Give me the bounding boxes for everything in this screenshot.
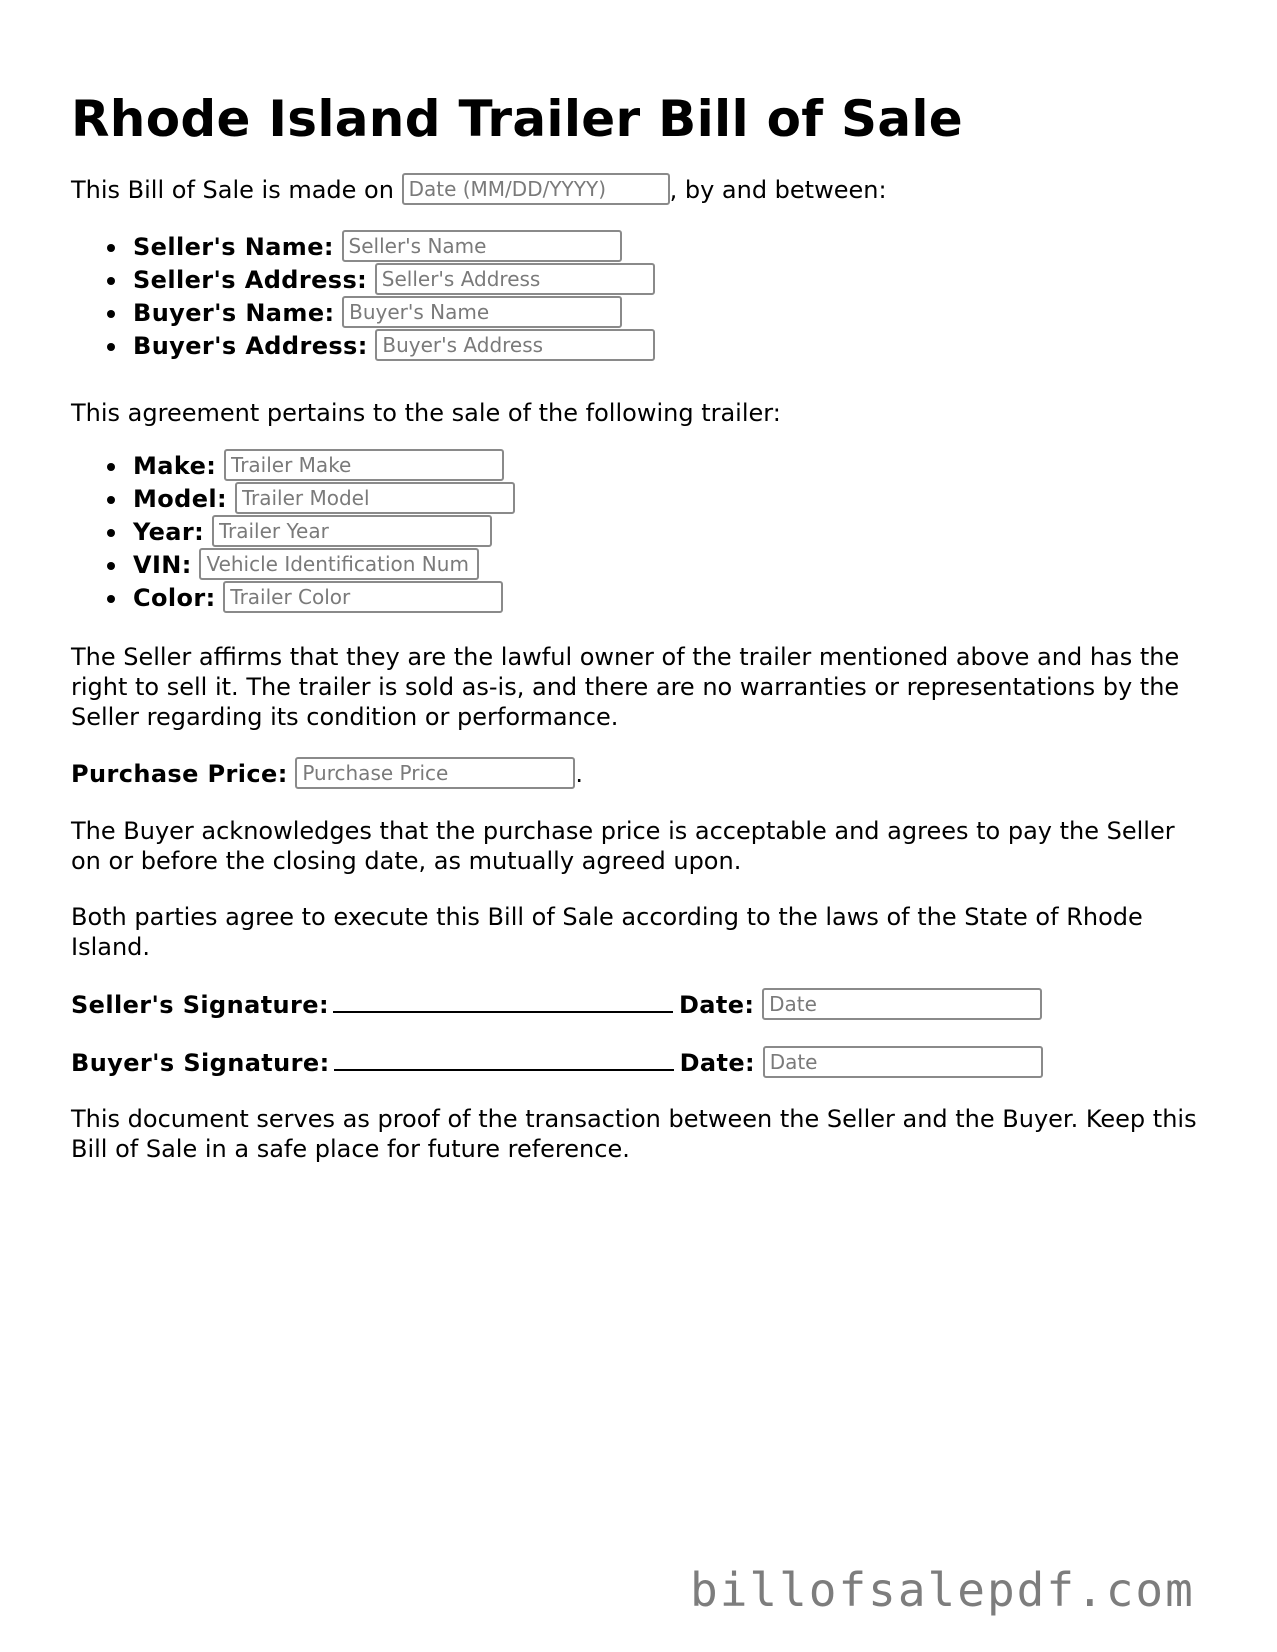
laws-paragraph: Both parties agree to execute this Bill of Sale according to the laws of the State of Rhode Island. <box>71 903 1143 961</box>
buyer-signature-label: Buyer's Signature: <box>71 1049 330 1077</box>
purchase-price-line <box>71 759 583 789</box>
intro-line <box>71 175 887 205</box>
seller-date-label: Date: <box>678 991 755 1019</box>
buyer-date-label: Date: <box>679 1049 756 1077</box>
buyer-signature-field[interactable] <box>334 1047 674 1071</box>
list-item <box>71 451 515 484</box>
affirmation-paragraph: The Seller affirms that they are the lawful owner of the trailer mentioned above and has the right to sell it. The trailer is sold as-is, and there are no warranties or representations by the Seller regarding its condition or performance. <box>71 643 1180 731</box>
purchase-price-label: Purchase Price: <box>71 760 288 788</box>
closing-paragraph: This document serves as proof of the transaction between the Seller and the Buyer. Keep this Bill of Sale in a safe place for future reference. <box>71 1105 1197 1163</box>
trailer-list <box>71 451 515 616</box>
list-item <box>71 583 515 616</box>
parties-list <box>71 232 655 364</box>
list-item <box>71 298 655 331</box>
trailer-intro: This agreement pertains to the sale of the following trailer: <box>71 399 781 427</box>
buyer-name-input[interactable] <box>342 296 622 328</box>
buyer-address-label: Buyer's Address: <box>133 332 368 360</box>
sale-date-input[interactable] <box>402 173 670 205</box>
acknowledgement-paragraph: The Buyer acknowledges that the purchase price is acceptable and agrees to pay the Seller on or before the closing date, as mutually agreed upon. <box>71 817 1175 875</box>
buyer-date-input[interactable] <box>763 1046 1043 1078</box>
seller-address-input[interactable] <box>375 263 655 295</box>
model-label: Model: <box>133 485 228 513</box>
trailer-year-input[interactable] <box>212 515 492 547</box>
trailer-make-input[interactable] <box>224 449 504 481</box>
intro-text-before: This Bill of Sale is made on <box>71 176 402 204</box>
buyer-name-label: Buyer's Name: <box>133 299 335 327</box>
trailer-color-input[interactable] <box>223 581 503 613</box>
seller-date-input[interactable] <box>762 988 1042 1020</box>
purchase-price-suffix: . <box>575 760 583 788</box>
list-item <box>71 517 515 550</box>
page-title: Rhode Island Trailer Bill of Sale <box>71 90 964 148</box>
trailer-model-input[interactable] <box>235 482 515 514</box>
seller-name-input[interactable] <box>342 230 622 262</box>
intro-text-after: , by and between: <box>669 176 887 204</box>
seller-signature-line <box>71 989 1042 1020</box>
list-item <box>71 550 515 583</box>
purchase-price-input[interactable] <box>295 757 575 789</box>
watermark-text: billofsalepdf.com <box>690 1563 1195 1617</box>
buyer-signature-line <box>71 1047 1043 1078</box>
year-label: Year: <box>133 518 205 546</box>
list-item <box>71 265 655 298</box>
buyer-address-input[interactable] <box>375 329 655 361</box>
make-label: Make: <box>133 452 217 480</box>
list-item <box>71 331 655 364</box>
seller-name-label: Seller's Name: <box>133 233 334 261</box>
seller-signature-label: Seller's Signature: <box>71 991 329 1019</box>
trailer-vin-input[interactable] <box>199 548 479 580</box>
seller-signature-field[interactable] <box>333 989 673 1013</box>
list-item <box>71 484 515 517</box>
color-label: Color: <box>133 584 216 612</box>
vin-label: VIN: <box>133 551 192 579</box>
seller-address-label: Seller's Address: <box>133 266 368 294</box>
list-item <box>71 232 655 265</box>
